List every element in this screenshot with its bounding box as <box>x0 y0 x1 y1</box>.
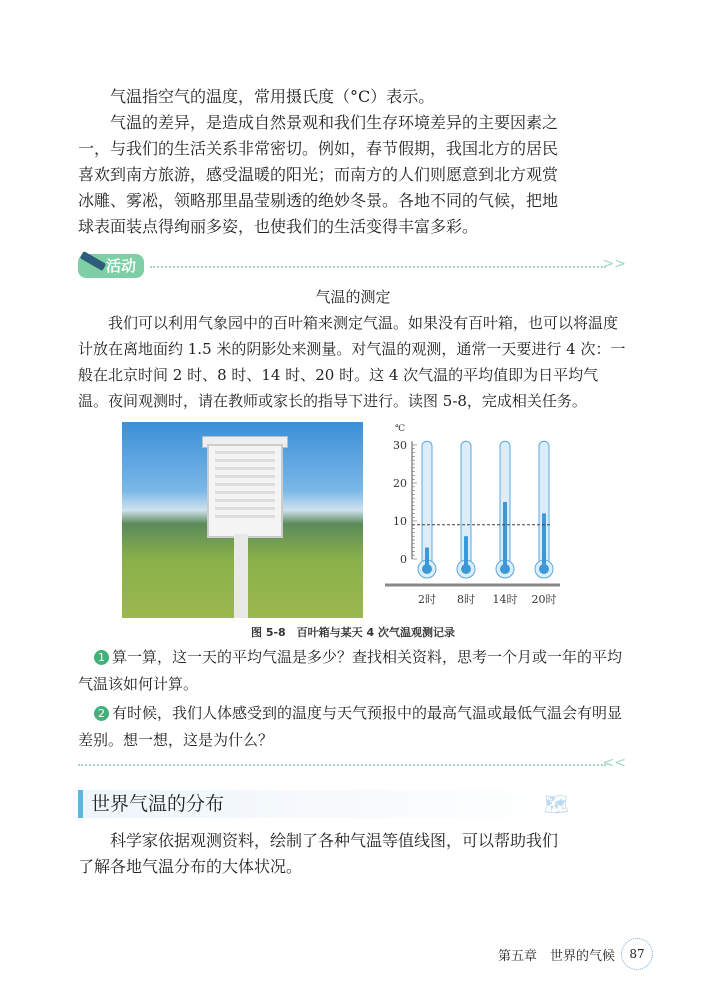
y-tick-label: 20 <box>393 477 407 490</box>
temperature-bar <box>464 536 468 567</box>
section-title: 世界气温的分布 <box>91 793 225 815</box>
temperature-bar <box>503 502 507 567</box>
intro-paragraph-1: 气温指空气的温度，常用摄氏度（°C）表示。 <box>110 87 435 106</box>
question-1 <box>78 644 628 698</box>
chapter-label: 第五章 世界的气候 <box>497 948 615 964</box>
number-badge-2: 2 <box>94 706 109 721</box>
question-1-text: 算一算，这一天的平均气温是多少？查找相关资料，思考一个月或一年的平均气温该如何计算。 <box>78 648 623 693</box>
question-2 <box>78 700 628 754</box>
thermometer-tube <box>422 441 432 565</box>
thermometer-chart <box>385 422 565 612</box>
question-2-text: 有时候，我们人体感受到的温度与天气预报中的最高气温或最低气温会有明显差别。想一想，这是为什么？ <box>78 704 623 749</box>
activity-end-divider <box>78 755 626 772</box>
page-number: 87 <box>621 938 653 970</box>
double-arrow-icon: >> <box>602 256 626 272</box>
temperature-bar <box>425 548 429 567</box>
double-arrow-left-icon: << <box>602 755 626 771</box>
figure-5-8 <box>78 422 628 618</box>
x-category-label: 20时 <box>531 593 557 606</box>
figure-caption: 图 5-8 百叶箱与某天 4 次气温观测记录 <box>250 626 455 639</box>
section-header <box>78 790 573 818</box>
page-footer <box>498 938 653 970</box>
activity-badge <box>78 254 144 278</box>
satellite-icon <box>80 251 107 271</box>
louver-box <box>207 444 283 538</box>
world-map-icon: 🗺 <box>543 792 569 816</box>
x-category-label: 2时 <box>418 593 436 606</box>
intro-paragraph-2: 气温的差异，是造成自然景观和我们生存环境差异的主要因素之一，与我们的生活关系非常密切。例如，春节假期，我国北方的居民喜欢到南方旅游，感受温暖的阳光；而南方的人们则愿意到北方观赏冰雕、雾凇，领略那里晶莹剔透的绝妙冬景。各地不同的气候，把地球表面装点得绚丽多姿，也使我们的生活变得丰富多彩。 <box>78 113 559 236</box>
y-unit-label: ℃ <box>395 424 406 434</box>
louver-box-photo <box>122 422 363 618</box>
section-body: 科学家依据观测资料，绘制了各种气温等值线图，可以帮助我们了解各地气温分布的大体状况。 <box>78 831 559 876</box>
intro-text <box>78 84 572 240</box>
activity-header <box>78 254 626 280</box>
y-tick-label: 30 <box>393 439 407 452</box>
y-tick-label: 10 <box>393 515 407 528</box>
dotted-divider <box>150 266 606 268</box>
temperature-bar <box>542 513 546 567</box>
x-category-label: 8时 <box>457 593 475 606</box>
activity-title: 气温的测定 <box>315 288 391 306</box>
page-content <box>78 84 628 880</box>
y-tick-label: 0 <box>400 553 407 566</box>
x-category-label: 14时 <box>492 593 518 606</box>
number-badge-1: 1 <box>94 650 109 665</box>
box-stand <box>234 534 248 618</box>
activity-body: 我们可以利用气象园中的百叶箱来测定气温。如果没有百叶箱，也可以将温度计放在离地面约 1.5 米的阴影处来测量。对气温的观测，通常一天要进行 4 次：一般在北京时间 2 时、8 时、14 时、20 时。这 4 次气温的平均值即为日平均气温。夜间观测时，请在教师或家长的指导下进行。读图 5-8，完成相关任务。 <box>78 314 626 410</box>
activity-badge-label: 活动 <box>105 257 136 275</box>
